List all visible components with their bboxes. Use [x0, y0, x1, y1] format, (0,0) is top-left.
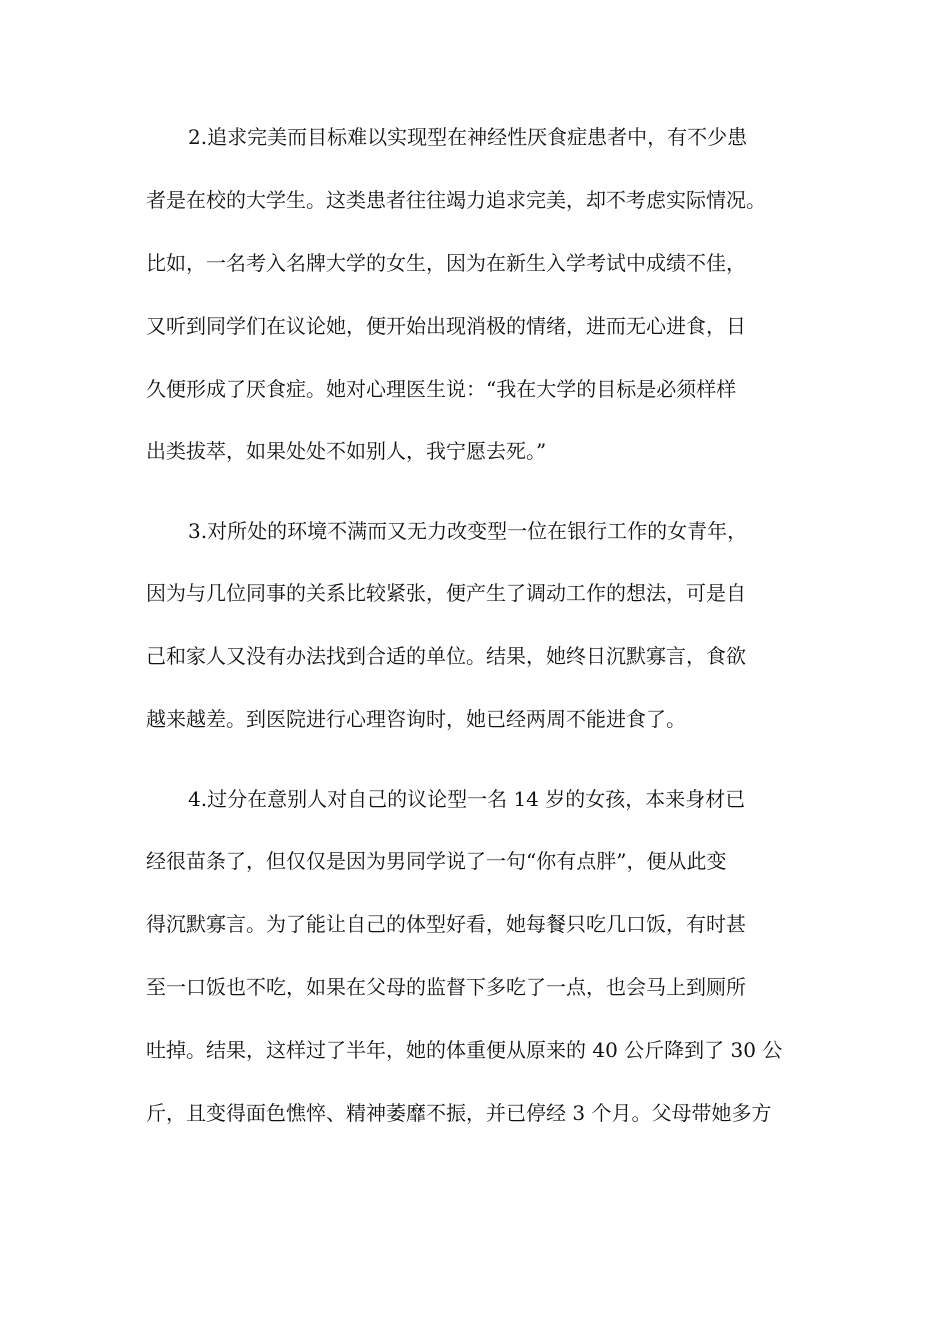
paragraph-1-line-5: 久便形成了厌食症。她对心理医生说：“我在大学的目标是必须样样: [146, 377, 737, 401]
paragraph-1-line-3: 比如，一名考入名牌大学的女生，因为在新生入学考试中成绩不佳，: [146, 251, 746, 275]
paragraph-1-line-4: 又听到同学们在议论她，便开始出现消极的情绪，进而无心进食，日: [146, 314, 746, 338]
paragraph-3-line-5: 吐掉。结果，这样过了半年，她的体重便从原来的 40 公斤降到了 30 公: [146, 1038, 783, 1062]
paragraph-3-line-2: 经很苗条了，但仅仅是因为男同学说了一句“你有点胖”，便从此变: [146, 849, 727, 873]
paragraph-3-line-6: 斤，且变得面色憔悴、精神萎靡不振，并已停经 3 个月。父母带她多方: [146, 1101, 772, 1125]
paragraph-3-line-3: 得沉默寡言。为了能让自己的体型好看，她每餐只吃几口饭，有时甚: [146, 912, 746, 936]
paragraph-1-line-1: 2.追求完美而目标难以实现型在神经性厌食症患者中，有不少患: [188, 125, 748, 149]
paragraph-2-line-1: 3.对所处的环境不满而又无力改变型一位在银行工作的女青年，: [188, 519, 748, 543]
paragraph-3-line-1: 4.过分在意别人对自己的议论型一名 14 岁的女孩，本来身材已: [188, 787, 746, 811]
paragraph-1-line-6: 出类拔萃，如果处处不如别人，我宁愿去死。”: [146, 439, 547, 463]
paragraph-3-line-4: 至一口饭也不吃，如果在父母的监督下多吃了一点，也会马上到厕所: [146, 975, 746, 999]
paragraph-1-line-2: 者是在校的大学生。这类患者往往竭力追求完美，却不考虑实际情况。: [146, 188, 766, 212]
paragraph-2-line-3: 己和家人又没有办法找到合适的单位。结果，她终日沉默寡言，食欲: [146, 644, 746, 668]
paragraph-2-line-2: 因为与几位同事的关系比较紧张，便产生了调动工作的想法，可是自: [146, 581, 746, 605]
paragraph-2-line-4: 越来越差。到医院进行心理咨询时，她已经两周不能进食了。: [146, 707, 686, 731]
